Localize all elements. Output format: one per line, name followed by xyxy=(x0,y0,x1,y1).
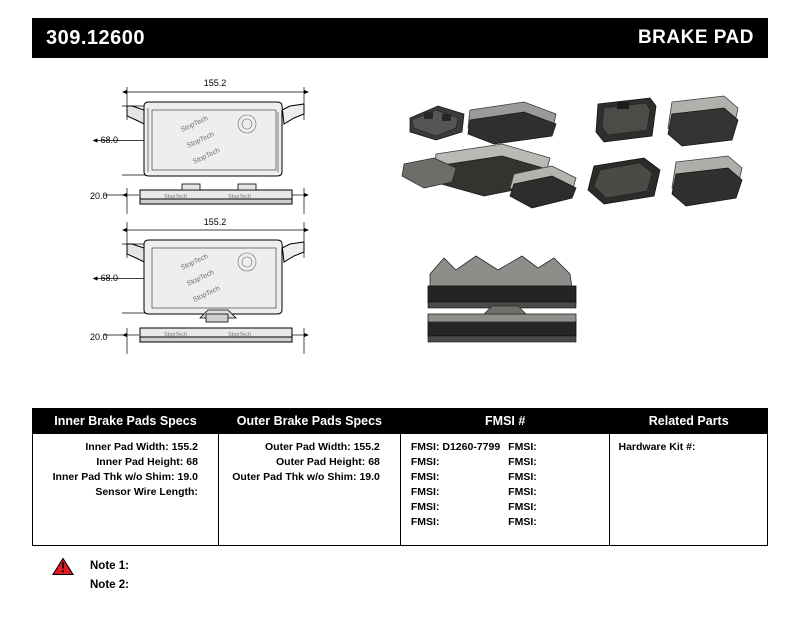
notes-section xyxy=(52,556,352,594)
bottom-pad-height-dim: 68.0 xyxy=(100,273,118,283)
document-header xyxy=(32,18,768,58)
fmsi-entry: FMSI: xyxy=(410,456,440,468)
fmsi-entry: FMSI: xyxy=(508,456,537,468)
spec-inner-pad-height: Inner Pad Height: 68 xyxy=(96,456,198,468)
top-pad-width-dim: 155.2 xyxy=(203,78,227,88)
fmsi-entry: FMSI: xyxy=(410,501,440,513)
fmsi-grid xyxy=(407,440,604,530)
fmsi-entry: FMSI: xyxy=(410,516,440,528)
fmsi-entry: FMSI: xyxy=(410,471,440,483)
svg-text:StopTech: StopTech xyxy=(164,332,187,338)
fmsi-entry: FMSI: xyxy=(508,501,537,513)
svg-text:StopTech: StopTech xyxy=(179,115,210,134)
inner-specs-cell xyxy=(33,434,219,546)
top-pad-front-view xyxy=(98,78,305,176)
fmsi-entry: FMSI: xyxy=(508,441,537,453)
svg-text:StopTech: StopTech xyxy=(185,131,216,150)
specs-table-body-row xyxy=(33,434,768,546)
technical-drawings xyxy=(32,62,768,392)
fmsi-entry: FMSI: xyxy=(410,486,440,498)
warning-icon xyxy=(52,557,74,576)
top-pad-thickness-dim: 20.0 xyxy=(90,191,108,201)
specs-table-header-row xyxy=(33,409,768,434)
note-row-1 xyxy=(52,556,352,575)
bottom-pad-front-view xyxy=(98,217,305,314)
pad-photo-group-left xyxy=(402,102,576,208)
spec-outer-pad-width: Outer Pad Width: 155.2 xyxy=(265,441,380,453)
bottom-pad-edge-view xyxy=(90,310,304,354)
bottom-pad-thickness-dim: 20.0 xyxy=(90,332,108,342)
fmsi-entry: FMSI: xyxy=(508,471,537,483)
spec-inner-pad-thickness: Inner Pad Thk w/o Shim: 19.0 xyxy=(52,471,198,483)
outer-specs-cell xyxy=(218,434,400,546)
note-1-label: Note 1: xyxy=(90,559,129,572)
fmsi-cell xyxy=(400,434,610,546)
spec-outer-pad-height: Outer Pad Height: 68 xyxy=(276,456,380,468)
svg-text:StopTech: StopTech xyxy=(228,332,251,338)
bottom-pad-width-dim: 155.2 xyxy=(203,217,227,227)
column-header-fmsi: FMSI # xyxy=(400,409,610,434)
pad-photo-group-bottom xyxy=(428,256,576,342)
spec-outer-pad-thickness: Outer Pad Thk w/o Shim: 19.0 xyxy=(232,471,380,483)
fmsi-entry: FMSI: xyxy=(508,516,537,528)
svg-text:StopTech: StopTech xyxy=(191,147,222,166)
top-pad-edge-view xyxy=(90,184,304,214)
svg-text:StopTech: StopTech xyxy=(164,194,187,200)
part-number: 309.12600 xyxy=(46,26,146,49)
column-header-outer-specs: Outer Brake Pads Specs xyxy=(218,409,400,434)
fmsi-entry: FMSI: D1260-7799 xyxy=(410,441,501,453)
svg-text:StopTech: StopTech xyxy=(179,253,210,272)
column-header-inner-specs: Inner Brake Pads Specs xyxy=(33,409,219,434)
spec-sensor-wire-length: Sensor Wire Length: xyxy=(95,486,198,498)
top-pad-height-dim: 68.0 xyxy=(100,135,118,145)
hardware-kit-label: Hardware Kit #: xyxy=(618,441,696,453)
spec-inner-pad-width: Inner Pad Width: 155.2 xyxy=(85,441,198,453)
svg-text:StopTech: StopTech xyxy=(185,269,216,288)
pad-photo-group-right xyxy=(588,96,742,206)
fmsi-entry: FMSI: xyxy=(508,486,537,498)
column-header-related-parts: Related Parts xyxy=(610,409,768,434)
note-2-label: Note 2: xyxy=(90,578,129,591)
specs-table xyxy=(32,408,768,546)
svg-text:StopTech: StopTech xyxy=(191,285,222,304)
related-parts-cell xyxy=(610,434,768,546)
svg-text:StopTech: StopTech xyxy=(228,194,251,200)
document-type-label: BRAKE PAD xyxy=(637,27,754,48)
note-row-2 xyxy=(52,575,352,594)
